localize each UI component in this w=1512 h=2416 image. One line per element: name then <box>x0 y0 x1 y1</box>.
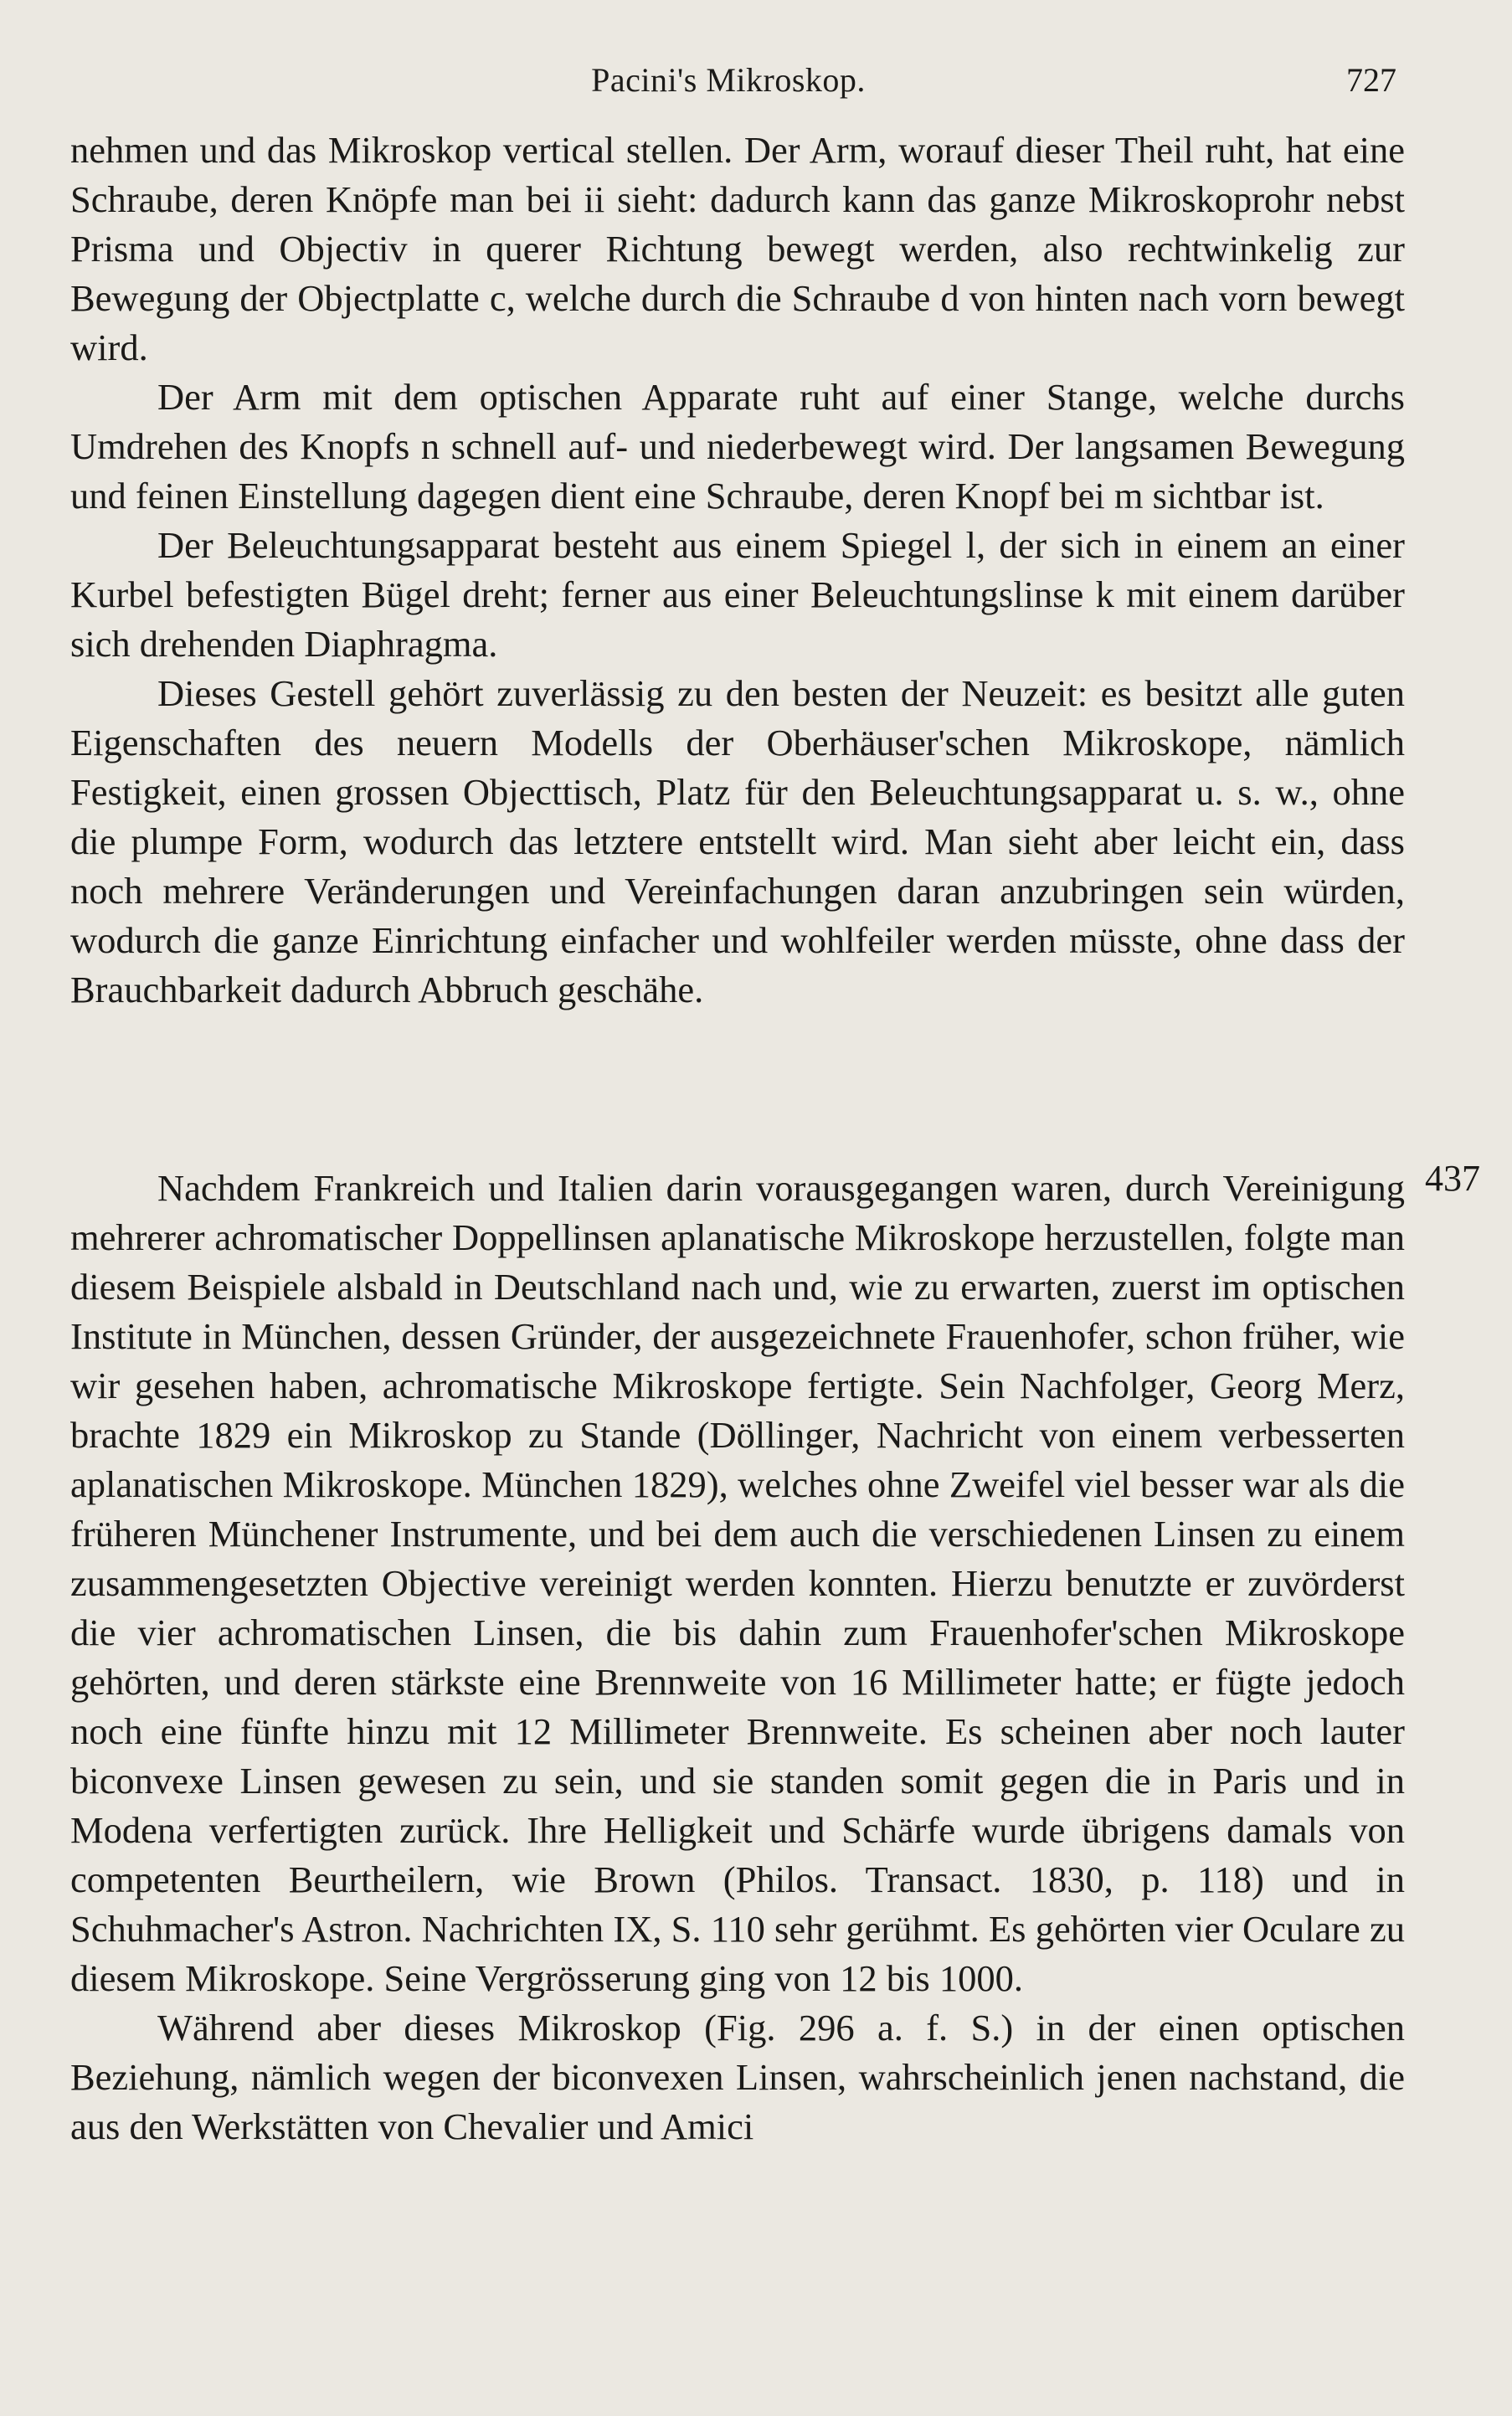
text-block-pacini <box>70 126 1405 1015</box>
paragraph-arm-screw: nehmen und das Mikroskop vertical stellen. Der Arm, worauf dieser Theil ruht, hat eine Schraube, deren Knöpfe man bei ii sieht: dadurch kann das ganze Mikroskoprohr nebst Prisma und Objectiv in querer Richtung bewegt werden, also rechtwinkelig zur Bewegung der Objectplatte c, welche durch die Schraube d von hinten nach vorn bewegt wird. <box>70 129 1405 368</box>
paragraph-stand-evaluation: Dieses Gestell gehört zuverlässig zu den besten der Neuzeit: es besitzt alle guten Eigenschaften des neuern Modells der Oberhäuser'schen Mikroskope, nämlich Festigkeit, einen grossen Objecttisch, Platz für den Beleuchtungsapparat u. s. w., ohne die plumpe Form, wodurch das letztere entstellt wird. Man sieht aber leicht ein, dass noch mehrere Veränderungen und Vereinfachungen daran anzubringen sein würden, wodurch die ganze Einrichtung einfacher und wohlfeiler werden müsste, ohne dass der Brauchbarkeit dadurch Abbruch geschähe. <box>70 672 1405 1010</box>
page-number: 727 <box>1346 61 1396 99</box>
paragraph-biconvex-lenses: Während aber dieses Mikroskop (Fig. 296 a. f. S.) in der einen optischen Beziehung, nämlich wegen der biconvexen Linsen, wahrscheinlich jenen nachstand, die aus den Werkstätten von Chevalier und Amici <box>70 2007 1405 2147</box>
running-title: Pacini's Mikroskop. <box>591 61 866 99</box>
section-number: 437 <box>1425 1158 1480 1199</box>
paragraph-merz-microscope: Nachdem Frankreich und Italien darin vorausgegangen waren, durch Vereinigung mehrerer achromatischer Doppellinsen aplanatische Mikroskope herzustellen, folgte man diesem Beispiele alsbald in Deutschland nach und, wie zu erwarten, zuerst im optischen Institute in München, dessen Gründer, der ausgezeichnete Frauenhofer, schon früher, wie wir gesehen haben, achromatische Mikroskope fertigte. Sein Nachfolger, Georg Merz, brachte 1829 ein Mikroskop zu Stande (Döllinger, Nachricht von einem verbesserten aplanatischen Mikroskope. München 1829), welches ohne Zweifel viel besser war als die früheren Münchener Instrumente, und bei dem auch die verschiedenen Linsen zu einem zusammengesetzten Objective vereinigt werden konnten. Hierzu benutzte er zuvörderst die vier achromatischen Linsen, die bis dahin zum Frauenhofer'schen Mikroskope gehörten, und deren stärkste eine Brennweite von 16 Millimeter hatte; er fügte jedoch noch eine fünfte hinzu mit 12 Millimeter Brennweite. Es scheinen aber noch lauter biconvexe Linsen gewesen zu sein, und sie standen somit gegen die in Paris und in Modena verfertigten zurück. Ihre Helligkeit und Schärfe wurde übrigens damals von competenten Beurtheilern, wie Brown (Philos. Transact. 1830, p. 118) und in Schuhmacher's Astron. Nachrichten IX, S. 110 sehr gerühmt. Es gehörten vier Oculare zu diesem Mikroskope. Seine Vergrösserung ging von 12 bis 1000. <box>70 1167 1405 1999</box>
text-block-merz <box>70 1164 1405 2151</box>
paragraph-illumination: Der Beleuchtungsapparat besteht aus einem Spiegel l, der sich in einem an einer Kurbel befestigten Bügel dreht; ferner aus einer Beleuchtungslinse k mit einem darüber sich drehenden Diaphragma. <box>70 524 1405 665</box>
paragraph-arm-rod: Der Arm mit dem optischen Apparate ruht auf einer Stange, welche durchs Umdrehen des Knopfs n schnell auf- und niederbewegt wird. Der langsamen Bewegung und feinen Einstellung dagegen dient eine Schraube, deren Knopf bei m sichtbar ist. <box>70 376 1405 517</box>
page-header <box>0 60 1512 111</box>
